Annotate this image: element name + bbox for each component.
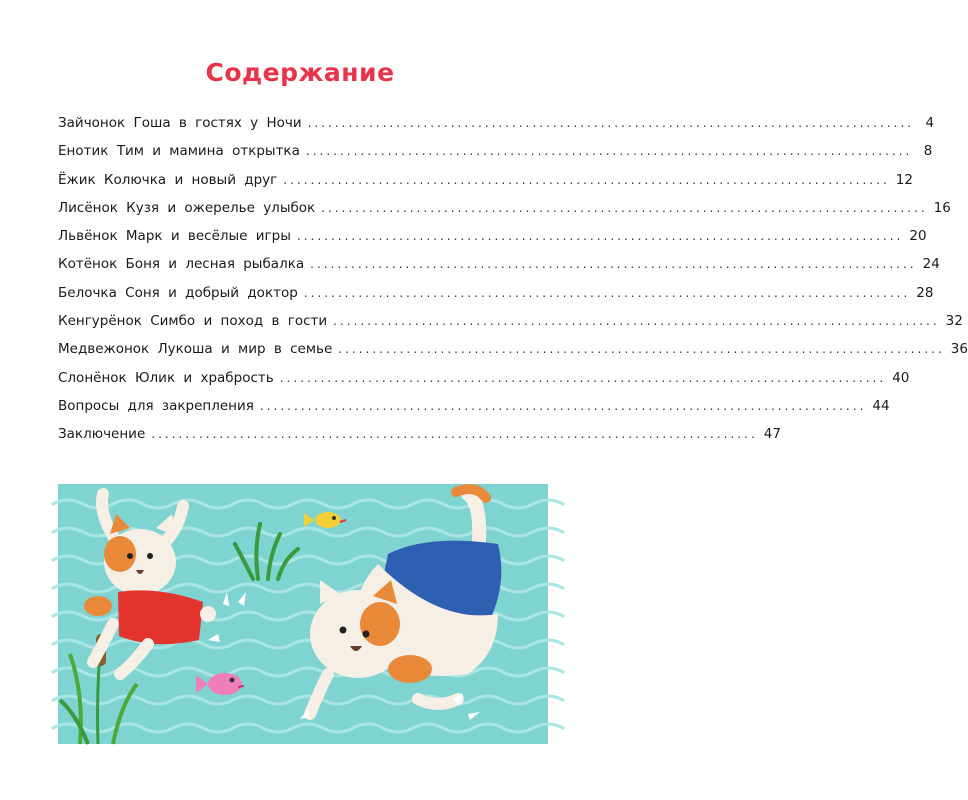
toc-leader-dots: ......................................................................................... bbox=[151, 427, 758, 442]
toc-leader-dots: ......................................................................................... bbox=[296, 229, 904, 244]
toc-leader-dots: ......................................................................................... bbox=[333, 314, 940, 329]
toc-entry-title: Вопросы для закрепления bbox=[58, 397, 254, 414]
page-title: Содержание bbox=[205, 58, 395, 87]
table-of-contents bbox=[58, 115, 968, 455]
toc-entry[interactable] bbox=[58, 199, 951, 228]
toc-entry[interactable] bbox=[58, 171, 913, 200]
toc-entry-page: 47 bbox=[763, 426, 781, 443]
toc-leader-dots: ......................................................................................... bbox=[307, 116, 915, 130]
toc-entry-page: 32 bbox=[945, 313, 963, 330]
toc-entry-title: Кенгурёнок Симбо и поход в гости bbox=[58, 313, 328, 330]
toc-entry-page: 40 bbox=[892, 369, 910, 386]
toc-leader-dots: ......................................................................................... bbox=[283, 172, 890, 187]
toc-entry-page: 36 bbox=[950, 341, 968, 358]
toc-entry[interactable] bbox=[58, 284, 934, 313]
toc-entry-title: Слонёнок Юлик и храбрость bbox=[58, 369, 274, 386]
toc-entry-page: 20 bbox=[909, 228, 927, 245]
toc-leader-dots: ......................................................................................... bbox=[321, 200, 928, 215]
toc-entry-page: 28 bbox=[916, 284, 934, 301]
toc-entry-title: Белочка Соня и добрый доктор bbox=[58, 284, 298, 301]
toc-entry-title: Зайчонок Гоша в гостях у Ночи bbox=[58, 115, 302, 131]
toc-entry[interactable] bbox=[58, 341, 968, 369]
toc-entry-title: Котёнок Боня и лесная рыбалка bbox=[58, 256, 305, 273]
toc-entry[interactable] bbox=[58, 369, 910, 398]
swimming-cats-illustration bbox=[58, 484, 548, 744]
illustration-art bbox=[58, 484, 548, 744]
toc-entry-title: Ёжик Колючка и новый друг bbox=[58, 171, 278, 188]
toc-entry-page: 4 bbox=[925, 115, 935, 131]
toc-entry-title: Заключение bbox=[58, 426, 146, 443]
toc-entry[interactable] bbox=[58, 313, 963, 341]
toc-entry[interactable] bbox=[58, 426, 781, 454]
toc-entry[interactable] bbox=[58, 256, 940, 284]
toc-leader-dots: ......................................................................................... bbox=[310, 257, 917, 272]
toc-entry[interactable] bbox=[58, 115, 935, 143]
toc-entry-page: 16 bbox=[933, 199, 951, 216]
toc-entry-page: 8 bbox=[923, 143, 933, 160]
toc-leader-dots: ......................................................................................... bbox=[279, 370, 887, 385]
toc-entry-title: Львёнок Марк и весёлые игры bbox=[58, 228, 291, 245]
toc-entry-title: Лисёнок Кузя и ожерелье улыбок bbox=[58, 199, 316, 216]
toc-entry-title: Енотик Тим и мамина открытка bbox=[58, 143, 300, 160]
toc-entry-title: Медвежонок Лукоша и мир в семье bbox=[58, 341, 333, 358]
toc-entry[interactable] bbox=[58, 228, 927, 256]
toc-entry[interactable] bbox=[58, 397, 890, 426]
toc-leader-dots: ......................................................................................... bbox=[259, 398, 867, 413]
toc-entry-page: 12 bbox=[895, 171, 913, 188]
toc-entry[interactable] bbox=[58, 143, 933, 171]
toc-entry-page: 24 bbox=[922, 256, 940, 273]
toc-entry-page: 44 bbox=[872, 397, 890, 414]
toc-leader-dots: ......................................................................................... bbox=[338, 342, 945, 357]
toc-leader-dots: ......................................................................................... bbox=[305, 144, 913, 159]
toc-leader-dots: ......................................................................................... bbox=[303, 285, 911, 300]
